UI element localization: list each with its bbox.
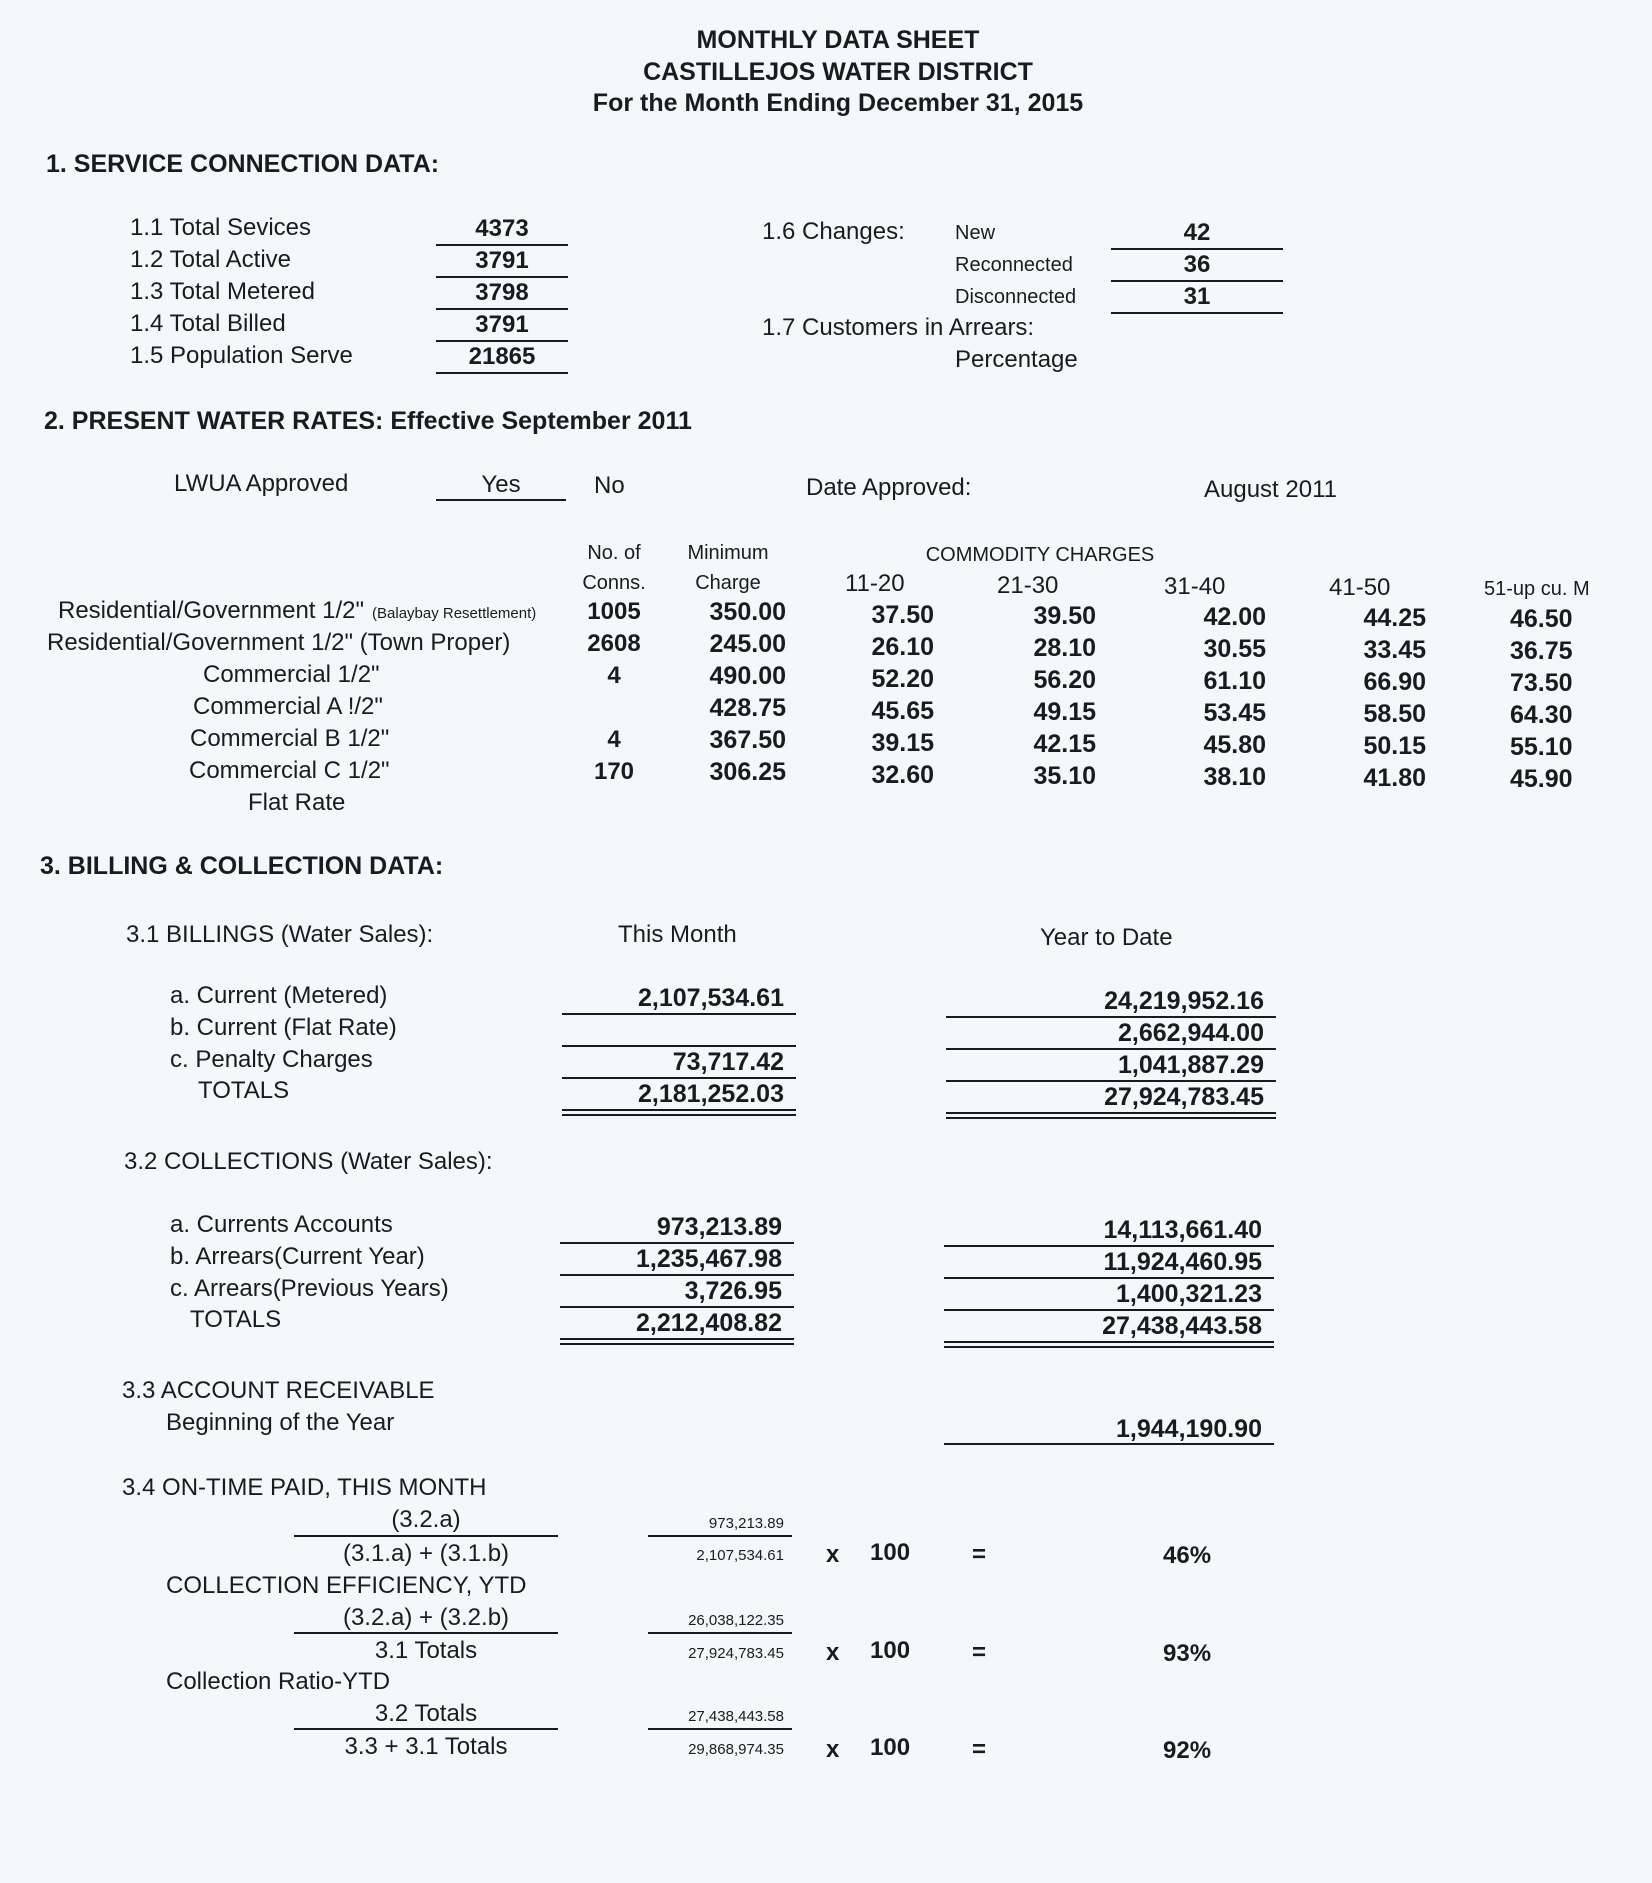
billing-row-label: a. Current (Metered)	[170, 982, 388, 1009]
total-metered-value: 3798	[475, 279, 529, 306]
underline	[1111, 248, 1283, 250]
rate-conns: 2608	[587, 630, 641, 657]
underline	[436, 308, 568, 310]
underline	[560, 1274, 794, 1276]
ratio-denominator-label: (3.1.a) + (3.1.b)	[342, 1540, 510, 1567]
account-receivable-value: 1,944,190.90	[1116, 1415, 1262, 1443]
min-charge: 245.00	[709, 630, 786, 658]
equals-sign: =	[972, 1639, 987, 1666]
rate-31-40: 42.00	[1203, 603, 1266, 631]
ratio-numerator-value: 973,213.89	[708, 1515, 784, 1532]
collection-row-label: b. Arrears(Current Year)	[170, 1243, 425, 1270]
rate-conns: 170	[593, 758, 635, 785]
hundred: 100	[870, 1734, 911, 1761]
rate-row-label: Residential/Government 1/2" (Balaybay Resettlement)	[58, 597, 537, 624]
ratio-numerator-label: (3.2.a)	[391, 1506, 461, 1533]
section-2-heading: 2. PRESENT WATER RATES: Effective September 2011	[44, 407, 692, 435]
ratio-denominator-value: 27,924,783.45	[688, 1645, 784, 1662]
rate-conns: 1005	[587, 598, 641, 625]
rate-51-up: 64.30	[1510, 701, 1573, 729]
rate-41-50: 44.25	[1363, 604, 1426, 632]
billing-month: 2,107,534.61	[638, 984, 784, 1012]
year-to-date-header: Year to Date	[1040, 924, 1173, 951]
collection-row-label: c. Arrears(Previous Years)	[170, 1275, 449, 1302]
underline	[560, 1306, 794, 1308]
ratio-numerator-value: 26,038,122.35	[688, 1612, 784, 1629]
equals-sign: =	[972, 1541, 987, 1568]
underline	[436, 499, 566, 501]
reconnected-value: 36	[1183, 251, 1211, 278]
account-receivable-label: 3.3 ACCOUNT RECEIVABLE	[122, 1377, 435, 1404]
rate-51-up: 36.75	[1510, 637, 1573, 665]
rate-row-label: Residential/Government 1/2" (Town Proper)	[47, 629, 511, 656]
ratio-numerator-label: 3.2 Totals	[374, 1700, 478, 1727]
fraction-bar	[294, 1535, 558, 1537]
population-served-value: 21865	[468, 343, 536, 370]
ratio-result: 46%	[1163, 1542, 1212, 1569]
rate-51-up: 46.50	[1510, 605, 1573, 633]
rate-41-50: 41.80	[1363, 764, 1426, 792]
collection-month: 3,726.95	[684, 1277, 782, 1305]
collection-month: 2,212,408.82	[636, 1309, 782, 1337]
double-underline	[562, 1109, 796, 1116]
total-billed-label: 1.4 Total Billed	[130, 310, 286, 337]
billing-ytd: 24,219,952.16	[1104, 987, 1264, 1015]
rate-51-up: 73.50	[1510, 669, 1573, 697]
rate-21-30: 42.15	[1033, 730, 1096, 758]
conns-header-1: No. of	[587, 542, 641, 564]
collection-ytd: 1,400,321.23	[1116, 1280, 1262, 1308]
underline	[946, 1048, 1276, 1050]
billing-month: 73,717.42	[672, 1048, 784, 1076]
total-services-label: 1.1 Total Sevices	[130, 214, 311, 241]
conns-header-2: Conns.	[582, 572, 646, 594]
underline	[436, 340, 568, 342]
billing-row-label: c. Penalty Charges	[170, 1046, 373, 1073]
rate-11-20: 26.10	[871, 633, 934, 661]
total-services-value: 4373	[475, 215, 529, 242]
section-1-heading: 1. SERVICE CONNECTION DATA:	[46, 150, 440, 178]
underline	[944, 1443, 1274, 1445]
double-underline	[560, 1338, 794, 1345]
rate-31-40: 45.80	[1203, 731, 1266, 759]
collection-month: 1,235,467.98	[636, 1245, 782, 1273]
times-sign: x	[826, 1541, 840, 1568]
min-charge: 367.50	[709, 726, 786, 754]
min-charge-header-1: Minimum	[687, 542, 769, 564]
underline	[946, 1016, 1276, 1018]
underline	[562, 1013, 796, 1015]
rate-row-label: Commercial A !/2"	[193, 693, 383, 720]
collection-efficiency-label: COLLECTION EFFICIENCY, YTD	[166, 1572, 527, 1599]
lwua-yes: Yes	[481, 471, 521, 498]
rate-11-20: 37.50	[871, 601, 934, 629]
underline	[436, 372, 568, 374]
rate-11-20: 45.65	[871, 697, 934, 725]
rate-row-label: Commercial 1/2"	[203, 661, 380, 688]
underline	[944, 1277, 1274, 1279]
fraction-bar	[648, 1535, 792, 1537]
disconnected-value: 31	[1183, 283, 1211, 310]
billing-ytd: 1,041,887.29	[1118, 1051, 1264, 1079]
underline	[946, 1080, 1276, 1082]
ratio-numerator-label: (3.2.a) + (3.2.b)	[342, 1604, 510, 1631]
rate-31-40: 61.10	[1203, 667, 1266, 695]
equals-sign: =	[972, 1736, 987, 1763]
rate-21-30: 28.10	[1033, 634, 1096, 662]
underline	[562, 1077, 796, 1079]
total-active-label: 1.2 Total Active	[130, 246, 291, 273]
billing-ytd: 2,662,944.00	[1118, 1019, 1264, 1047]
underline	[944, 1245, 1274, 1247]
rate-21-30: 39.50	[1033, 602, 1096, 630]
min-charge: 490.00	[709, 662, 786, 690]
ratio-result: 93%	[1163, 1640, 1212, 1667]
rate-11-20: 32.60	[871, 761, 934, 789]
times-sign: x	[826, 1639, 840, 1666]
rate-21-30: 35.10	[1033, 762, 1096, 790]
ratio-denominator-label: 3.3 + 3.1 Totals	[344, 1733, 508, 1760]
underline	[436, 244, 568, 246]
fraction-bar	[294, 1632, 558, 1634]
underline	[560, 1242, 794, 1244]
sheet-title: MONTHLY DATA SHEET	[696, 26, 980, 54]
total-active-value: 3791	[475, 247, 529, 274]
rate-51-up: 55.10	[1510, 733, 1573, 761]
this-month-header: This Month	[618, 921, 737, 948]
section-3-heading: 3. BILLING & COLLECTION DATA:	[40, 852, 444, 880]
bracket-31-40: 31-40	[1164, 573, 1226, 600]
bracket-41-50: 41-50	[1329, 574, 1391, 601]
total-billed-value: 3791	[475, 311, 529, 338]
rate-31-40: 38.10	[1203, 763, 1266, 791]
date-approved-value: August 2011	[1204, 476, 1337, 503]
rate-51-up: 45.90	[1510, 765, 1573, 793]
report-period: For the Month Ending December 31, 2015	[592, 89, 1084, 117]
rate-conns: 4	[607, 662, 621, 689]
underline	[436, 276, 568, 278]
arrears-label: 1.7 Customers in Arrears:	[762, 314, 1035, 341]
times-sign: x	[826, 1736, 840, 1763]
collection-ratio-label: Collection Ratio-YTD	[166, 1668, 391, 1695]
collection-month: 973,213.89	[656, 1213, 782, 1241]
lwua-no: No	[594, 472, 625, 499]
ratio-denominator-value: 2,107,534.61	[696, 1547, 784, 1564]
flat-rate-label: Flat Rate	[248, 789, 346, 816]
new-label: New	[955, 222, 996, 244]
fraction-bar	[294, 1728, 558, 1730]
underline	[1111, 312, 1283, 314]
rate-11-20: 39.15	[871, 729, 934, 757]
ratio-denominator-value: 29,868,974.35	[688, 1741, 784, 1758]
rate-conns: 4	[607, 726, 621, 753]
ratio-denominator-label: 3.1 Totals	[374, 1637, 478, 1664]
lwua-approved-label: LWUA Approved	[174, 470, 349, 497]
ratio-numerator-value: 27,438,443.58	[688, 1708, 784, 1725]
billing-row-label: b. Current (Flat Rate)	[170, 1014, 397, 1041]
rate-41-50: 66.90	[1363, 668, 1426, 696]
reconnected-label: Reconnected	[955, 254, 1073, 276]
ratio-result: 92%	[1163, 1737, 1212, 1764]
rate-41-50: 50.15	[1363, 732, 1426, 760]
account-receivable-sub: Beginning of the Year	[166, 1409, 395, 1436]
underline	[562, 1045, 796, 1047]
min-charge: 428.75	[709, 694, 786, 722]
new-value: 42	[1183, 219, 1211, 246]
billing-row-label: TOTALS	[198, 1077, 290, 1104]
underline	[944, 1309, 1274, 1311]
double-underline	[946, 1112, 1276, 1119]
total-metered-label: 1.3 Total Metered	[130, 278, 316, 305]
collection-row-label: a. Currents Accounts	[170, 1211, 393, 1238]
min-charge: 306.25	[709, 758, 786, 786]
bracket-51-up: 51-up cu. M	[1484, 578, 1590, 600]
fraction-bar	[648, 1632, 792, 1634]
rate-21-30: 56.20	[1033, 666, 1096, 694]
rate-row-note: (Balaybay Resettlement)	[372, 605, 537, 622]
collections-label: 3.2 COLLECTIONS (Water Sales):	[124, 1148, 493, 1175]
bracket-11-20: 11-20	[845, 570, 905, 597]
bracket-21-30: 21-30	[997, 572, 1059, 599]
disconnected-label: Disconnected	[955, 286, 1077, 308]
ontime-paid-label: 3.4 ON-TIME PAID, THIS MONTH	[122, 1474, 487, 1501]
rate-41-50: 58.50	[1363, 700, 1426, 728]
rate-41-50: 33.45	[1363, 636, 1426, 664]
percentage-label: Percentage	[955, 346, 1078, 373]
changes-label: 1.6 Changes:	[762, 218, 905, 245]
min-charge: 350.00	[709, 598, 786, 626]
rate-row-label: Commercial B 1/2"	[190, 725, 390, 752]
population-served-label: 1.5 Population Serve	[130, 342, 353, 369]
billing-ytd: 27,924,783.45	[1104, 1083, 1264, 1111]
rate-21-30: 49.15	[1033, 698, 1096, 726]
min-charge-header-2: Charge	[695, 572, 761, 594]
fraction-bar	[648, 1728, 792, 1730]
hundred: 100	[870, 1539, 911, 1566]
billings-label: 3.1 BILLINGS (Water Sales):	[126, 921, 434, 948]
district-name: CASTILLEJOS WATER DISTRICT	[643, 58, 1033, 86]
commodity-charges-header: COMMODITY CHARGES	[925, 544, 1155, 566]
rate-31-40: 53.45	[1203, 699, 1266, 727]
rate-row-label: Commercial C 1/2"	[189, 757, 390, 784]
collection-row-label: TOTALS	[190, 1306, 282, 1333]
underline	[1111, 280, 1283, 282]
collection-ytd: 11,924,460.95	[1103, 1248, 1262, 1276]
rate-11-20: 52.20	[871, 665, 934, 693]
rate-31-40: 30.55	[1203, 635, 1266, 663]
hundred: 100	[870, 1637, 911, 1664]
collection-ytd: 27,438,443.58	[1102, 1312, 1262, 1340]
date-approved-label: Date Approved:	[806, 474, 972, 501]
double-underline	[944, 1341, 1274, 1348]
billing-month: 2,181,252.03	[638, 1080, 784, 1108]
collection-ytd: 14,113,661.40	[1103, 1216, 1262, 1244]
